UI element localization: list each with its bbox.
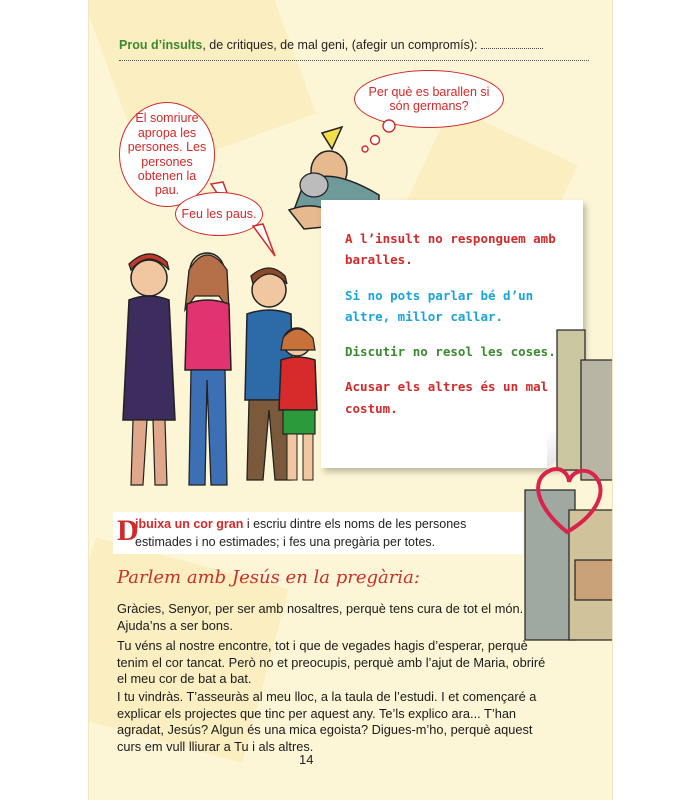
thought-bubble-text: Per què es barallen si són germans? xyxy=(368,84,490,113)
speech-bubble-peace-text: Feu les paus. xyxy=(181,206,257,221)
prayer-paragraph-2: Tu véns al nostre encontre, tot i que de vegades hagis d’esperar, perquè tenim el cor tancat. Però no et preocupis, perquè amb l’ajut de Maria, obriré el meu cor de bat a bat. xyxy=(117,638,546,687)
prayer-paragraph-1: Gràcies, Senyor, per ser amb nosaltres, perquè tens cura de tot el món. Ajuda’ns a ser bons. xyxy=(117,601,524,633)
advice-line-1: A l’insult no responguem amb baralles. xyxy=(345,231,556,268)
page-number: 14 xyxy=(299,752,314,767)
prayer-title: Parlem amb Jesús en la pregària: xyxy=(117,567,420,588)
dotted-fill xyxy=(481,48,543,49)
commitment-highlight: Prou d’insults xyxy=(119,38,203,52)
advice-line-4: Acusar els altres és un mal costum. xyxy=(345,379,549,416)
speech-bubble-smile-text: El somriure apropa les persones. Les persones obtenen la pau. xyxy=(127,111,207,198)
prayer-paragraph-3: I tu vindràs. T’asseuràs al meu lloc, a la taula de l’estudi. I et començaré a explicar els projectes que tinc per aquest any. Te’ls explico ara... T’han agradat, Jesús? Algun és una mica egoista? Digues-m’ho, perquè aquest curs em vull lliurar a Tu i als altres. xyxy=(117,689,537,754)
instruction-highlight: ibuixa un cor gran xyxy=(135,517,244,531)
instruction-dropcap: D xyxy=(117,514,139,547)
advice-line-3: Discutir no resol les coses. xyxy=(345,344,556,359)
instruction-text: i escriu dintre els noms de les persones estimades i no estimades; i fes una pregària per totes. xyxy=(135,517,467,549)
advice-line-2: Si no pots parlar bé d’un altre, millor callar. xyxy=(345,287,534,324)
family-illustration xyxy=(119,240,334,505)
dotted-line xyxy=(119,60,589,61)
speech-bubble-peace xyxy=(175,192,263,236)
drawing-instruction xyxy=(113,512,523,554)
speech-bubble-smile xyxy=(119,102,215,207)
commitment-text: , de critiques, de mal geni, (afegir un compromís): xyxy=(202,38,478,52)
page xyxy=(88,0,613,800)
commitment-line xyxy=(119,38,589,52)
